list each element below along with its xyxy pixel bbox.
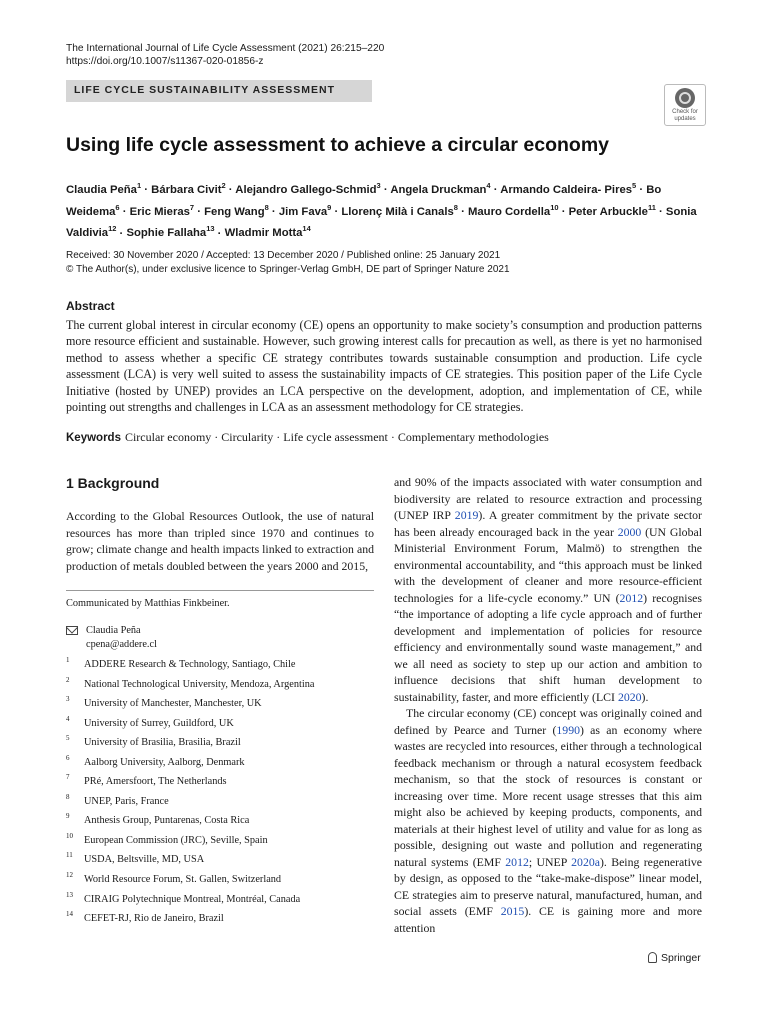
affiliation-text: CIRAIG Polytechnique Montreal, Montréal, Canada bbox=[84, 893, 301, 905]
author-name[interactable]: Jim Fava$^9$ bbox=[278, 202, 332, 218]
publication-dates bbox=[66, 249, 510, 277]
affiliation-item bbox=[66, 831, 374, 855]
received-accepted-dates: Received: 30 November 2020 / Accepted: 13 December 2020 / Published online: 25 January 2021 bbox=[66, 250, 501, 261]
affiliation-item bbox=[66, 753, 374, 777]
publisher-footer bbox=[648, 952, 701, 964]
affiliation-number: 14 bbox=[66, 910, 73, 919]
affiliation-number: 11 bbox=[66, 851, 73, 860]
springer-horse-icon bbox=[648, 952, 657, 963]
author-affiliation-number: 11 bbox=[647, 202, 656, 212]
affiliation-text: National Technological University, Mendoza, Argentina bbox=[84, 678, 315, 690]
affiliation-text: University of Brasilia, Brasilia, Brazil bbox=[84, 737, 241, 749]
affiliation-text: University of Manchester, Manchester, UK bbox=[84, 698, 262, 710]
author-separator: · bbox=[655, 205, 666, 218]
citation-link[interactable]: 2020a bbox=[571, 854, 600, 869]
author-separator: · bbox=[116, 227, 127, 240]
affiliation-item bbox=[66, 851, 374, 874]
affiliation-text: University of Surrey, Guildford, UK bbox=[84, 717, 234, 729]
affiliation-text: Anthesis Group, Puntarenas, Costa Rica bbox=[84, 815, 250, 827]
author-name[interactable]: Claudia Peña$^1$ bbox=[66, 181, 142, 196]
body-text: and 90% of the impacts associated with water consumption and biodiversity are related to resource extraction and processing (UNEP IRP bbox=[394, 475, 702, 522]
citation-link[interactable]: 2019 bbox=[454, 508, 479, 522]
contact-name: Claudia Peña bbox=[86, 625, 141, 636]
right-column-text bbox=[394, 474, 702, 936]
author-name[interactable]: Angela Druckman$^4$ bbox=[390, 181, 491, 196]
citation-link[interactable]: 2020 bbox=[617, 689, 642, 704]
affiliation-text: European Commission (JRC), Seville, Spain bbox=[84, 834, 268, 846]
envelope-icon bbox=[66, 626, 78, 635]
publisher-name: Springer bbox=[661, 952, 701, 964]
citation-link[interactable]: 2000 bbox=[617, 524, 642, 539]
author-name[interactable]: Bo Weidema$^6$ bbox=[66, 183, 662, 218]
author-affiliation-number: 8 bbox=[264, 202, 269, 212]
author-separator: · bbox=[636, 183, 647, 196]
author-separator: · bbox=[141, 183, 152, 196]
affiliation-text: ADDERE Research & Technology, Santiago, Chile bbox=[84, 659, 296, 670]
journal-header bbox=[66, 42, 384, 68]
author-affiliation-number: 7 bbox=[189, 202, 195, 212]
author-name[interactable]: Armando Caldeira- Pires$^5$ bbox=[500, 181, 637, 196]
affiliation-number: 13 bbox=[66, 890, 73, 899]
affiliation-number: 1 bbox=[66, 656, 70, 664]
background-paragraph: According to the Global Resources Outlook, the use of natural resources has more than tripled since 1970 and continues to grow; climate change and health impacts linked to extraction and production of metals doubled between the years 2000 and 2015, bbox=[66, 509, 374, 573]
keywords-text: Circular economy · Circularity · Life cycle assessment · Complementary methodologies bbox=[124, 430, 549, 444]
affiliation-text: Aalborg University, Aalborg, Denmark bbox=[84, 756, 245, 768]
author-separator: · bbox=[490, 183, 501, 196]
author-name[interactable]: Bárbara Civit$^2$ bbox=[151, 181, 226, 196]
body-text: ) recognises “the importance of adopting a life cycle approach and of further development and implementation of policies for resource efficiency and environmentally sound waste management,” and we all need as society to step up our action and ambition to influence decisions that shift human development to sustainability, faster, and more efficiently (LCI bbox=[394, 590, 702, 704]
affiliation-text: UNEP, Paris, France bbox=[84, 795, 169, 807]
section-heading-background: 1 Background bbox=[66, 475, 160, 491]
copyright-line: © The Author(s), under exclusive licence to Springer-Verlag GmbH, DE part of Springer Nature 2021 bbox=[66, 264, 510, 275]
author-separator: · bbox=[119, 205, 130, 218]
check-updates-icon bbox=[675, 88, 695, 108]
body-text: ). Being regenerative by design, as opposed to the “take-make-dispose” linear model, CE strategies aim to preserve natural, manufactured, human, and social assets (EMF bbox=[394, 854, 702, 918]
author-name[interactable]: Sonia Valdivia$^{12}$ bbox=[66, 205, 697, 240]
citation-link[interactable]: 2012 bbox=[619, 590, 644, 605]
body-text: ). A greater commitment by the private sector has been already encouraged back in the year bbox=[394, 508, 702, 539]
author-affiliation-number: 4 bbox=[486, 181, 491, 190]
affiliation-list bbox=[66, 656, 374, 933]
affiliation-item bbox=[66, 812, 374, 835]
affiliation-text: USDA, Beltsville, MD, USA bbox=[84, 854, 205, 866]
author-name[interactable]: Peter Arbuckle$^{11}$ bbox=[568, 202, 656, 218]
affiliation-item bbox=[66, 773, 374, 796]
author-name[interactable]: Mauro Cordella$^{10}$ bbox=[467, 202, 559, 218]
affiliation-item bbox=[66, 890, 374, 914]
author-separator: · bbox=[331, 205, 342, 218]
author-separator: · bbox=[380, 183, 391, 196]
author-separator: · bbox=[558, 205, 569, 218]
affiliation-item bbox=[66, 714, 374, 738]
keywords-label: Keywords bbox=[66, 432, 121, 444]
author-separator: · bbox=[225, 183, 236, 196]
author-affiliation-number: 3 bbox=[376, 181, 381, 190]
affiliation-item bbox=[66, 910, 374, 933]
author-affiliation-number: 12 bbox=[108, 224, 117, 234]
affiliation-number: 7 bbox=[66, 773, 70, 782]
affiliation-number: 6 bbox=[66, 753, 70, 762]
affiliation-number: 12 bbox=[66, 871, 73, 880]
affiliation-text: World Resource Forum, St. Gallen, Switzerland bbox=[84, 874, 282, 886]
body-text: ) as an economy where wastes are recycled into resources, either through a technological feedback mechanism or through a natural ecosystem feedback mechanism, so that the stock of resources is constant or increasing over time. More recent usage stresses that this aim might also be achieved by keeping products, components, and materials at their highest level of utility and value for as long as possible, designing out waste and pollution and regenerating natural systems (EMF bbox=[394, 722, 703, 869]
affiliation-number: 2 bbox=[66, 675, 70, 684]
affiliation-number: 10 bbox=[66, 831, 73, 840]
affiliation-text: PRé, Amersfoort, The Netherlands bbox=[84, 776, 227, 788]
affiliation-number: 5 bbox=[66, 734, 70, 743]
keywords-line bbox=[66, 430, 549, 445]
affiliation-number: 8 bbox=[66, 792, 70, 801]
abstract-text: The current global interest in circular economy (CE) opens an opportunity to make society’s consumption and production patterns more resource efficient and sustainable. However, such growing interest calls for precaution as well, as there is yet no harmonised method to assess whether a specific CE strategy contributes towards sustainable consumption and production. Life cycle assessment (LCA) is very well suited to assess the sustainability impacts of CE strategies. This position paper of the Life Cycle Initiative (hosted by UNEP) provides an LCA perspective on the development, adoption, and implementation of CE, while pointing out strengths and challenges in LCA as an assessment methodology for CE strategies. bbox=[66, 318, 702, 415]
author-affiliation-number: 10 bbox=[550, 202, 559, 212]
affiliation-item bbox=[66, 675, 374, 699]
affiliation-item bbox=[66, 695, 374, 718]
footnote-divider bbox=[66, 590, 374, 591]
citation-link[interactable]: 2012 bbox=[505, 854, 529, 869]
body-text: (UN Global Ministerial Environment Forum, Malmö) to strengthen the environmental accountability, and “this approach must be linked with the development of cleaner and more resource-efficient technologies for a life-cycle economy.” UN ( bbox=[394, 524, 702, 605]
journal-citation: The International Journal of Life Cycle Assessment (2021) 26:215–220 bbox=[66, 43, 385, 54]
contact-email[interactable]: cpena@addere.cl bbox=[86, 639, 157, 650]
author-name[interactable]: Feng Wang$^8$ bbox=[204, 202, 269, 218]
affiliation-item bbox=[66, 734, 374, 757]
article-title: Using life cycle assessment to achieve a circular economy bbox=[66, 134, 610, 156]
right-column-paragraph-2 bbox=[394, 705, 702, 936]
author-affiliation-number: 5 bbox=[632, 181, 637, 190]
author-affiliation-number: 1 bbox=[136, 181, 142, 190]
affiliation-item bbox=[66, 656, 374, 679]
body-text: The circular economy (CE) concept was originally coined and defined by Pearce and Turner ( bbox=[394, 706, 702, 737]
author-affiliation-number: 9 bbox=[327, 202, 332, 212]
check-for-updates-button[interactable] bbox=[664, 84, 706, 126]
affiliation-number: 4 bbox=[66, 714, 70, 723]
right-column-paragraph-1 bbox=[394, 474, 702, 705]
check-updates-label: Check for updates bbox=[672, 109, 698, 122]
author-list bbox=[66, 177, 706, 242]
body-text: ). CE is gaining more and more attention bbox=[394, 904, 702, 935]
author-separator: · bbox=[214, 227, 225, 240]
body-text: ; UNEP bbox=[528, 854, 572, 869]
author-affiliation-number: 13 bbox=[206, 224, 215, 234]
author-name[interactable]: Llorenç Milà i Canals$^8$ bbox=[341, 202, 458, 218]
body-text: ). bbox=[641, 689, 649, 704]
citation-link[interactable]: 1990 bbox=[556, 722, 580, 737]
affiliation-item bbox=[66, 871, 374, 894]
section-label: LIFE CYCLE SUSTAINABILITY ASSESSMENT bbox=[74, 84, 335, 96]
affiliation-item bbox=[66, 792, 374, 816]
author-separator: · bbox=[457, 205, 468, 218]
author-name[interactable]: Alejandro Gallego-Schmid$^3$ bbox=[235, 181, 381, 196]
author-name[interactable]: Eric Mieras$^7$ bbox=[129, 202, 195, 218]
doi-link[interactable]: https://doi.org/10.1007/s11367-020-01856-z bbox=[66, 56, 264, 67]
author-affiliation-number: 6 bbox=[115, 202, 120, 212]
citation-link[interactable]: 2015 bbox=[500, 904, 525, 918]
affiliation-number: 9 bbox=[66, 812, 70, 821]
affiliation-number: 3 bbox=[66, 695, 70, 704]
author-affiliation-number: 2 bbox=[221, 181, 226, 190]
affiliation-text: CEFET-RJ, Rio de Janeiro, Brazil bbox=[84, 913, 224, 925]
author-name[interactable]: Wladmir Motta$^{14}$ bbox=[224, 224, 311, 240]
author-affiliation-number: 14 bbox=[302, 224, 311, 234]
communicated-by: Communicated by Matthias Finkbeiner. bbox=[66, 598, 230, 609]
author-separator: · bbox=[194, 205, 205, 218]
author-separator: · bbox=[268, 205, 279, 218]
section-label-bar bbox=[66, 80, 372, 102]
abstract-heading: Abstract bbox=[66, 299, 115, 313]
author-name[interactable]: Sophie Fallaha$^{13}$ bbox=[126, 224, 215, 240]
author-affiliation-number: 8 bbox=[453, 202, 458, 212]
